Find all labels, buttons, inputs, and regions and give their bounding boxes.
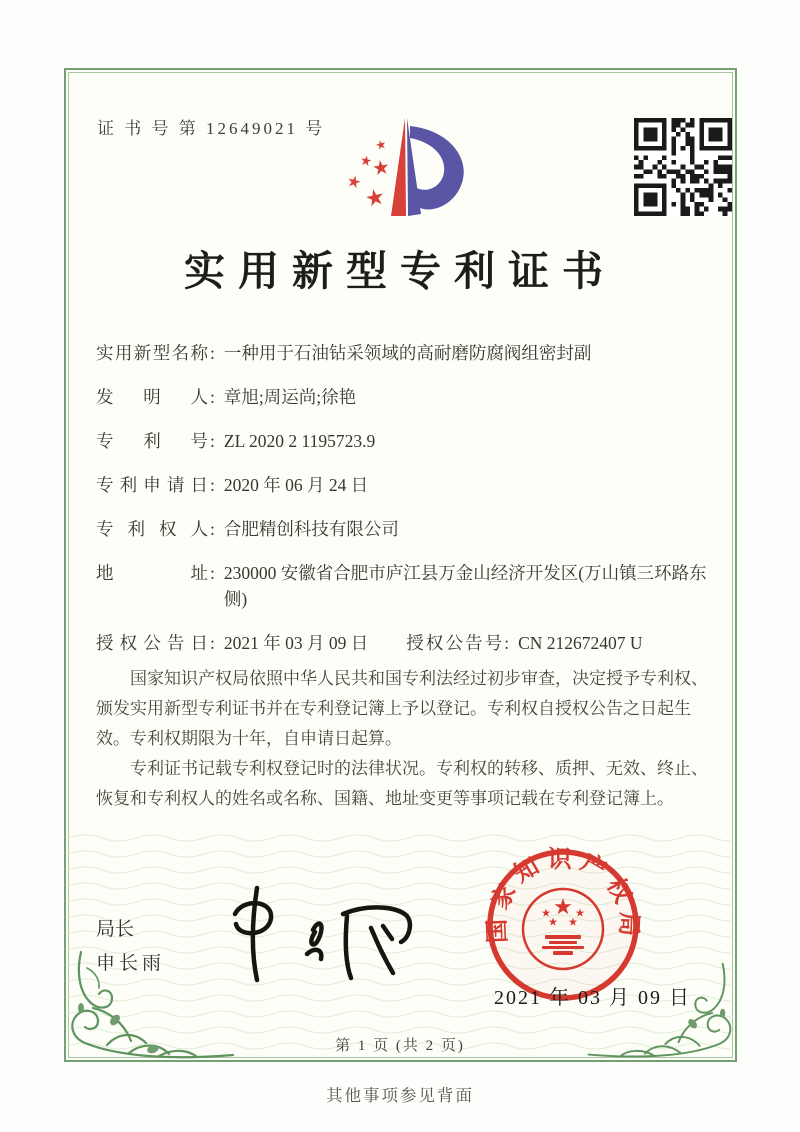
field-label: 授权公告日: [96, 633, 208, 653]
field-label: 专利权人: [96, 519, 208, 539]
director-title: 局长: [96, 919, 135, 940]
body-paragraph-1: 国家知识产权局依照中华人民共和国专利法经过初步审查，决定授予专利权、颁发实用新型专利证书并在专利登记簿上予以登记。专利权自授权公告之日起生效。专利权期限为十年，自申请日起算。: [96, 669, 708, 748]
qr-code: [634, 118, 732, 216]
field-colon: :: [210, 387, 215, 407]
field-row-patentee: [96, 516, 710, 542]
back-note: 其他事项参见背面: [326, 1086, 474, 1105]
field-row-grant: [96, 630, 710, 656]
field-row-address: [96, 560, 710, 612]
field-label: 授权公告号: [406, 633, 503, 653]
statutory-text: [96, 664, 708, 814]
field-label: 地址: [96, 563, 208, 583]
field-value: ZL 2020 2 1195723.9: [223, 431, 376, 451]
field-row-inventors: [96, 384, 710, 410]
field-value: 章旭;周运尚;徐艳: [223, 387, 357, 407]
field-row-patent-number: [96, 428, 710, 454]
director-name: 申长雨: [96, 953, 166, 974]
field-colon: :: [210, 431, 215, 451]
field-label: 专利号: [96, 431, 208, 451]
field-value: 合肥精创科技有限公司: [223, 519, 399, 539]
signature-handwritten-icon: [215, 880, 415, 985]
field-colon: :: [210, 519, 215, 539]
field-colon: :: [504, 633, 510, 653]
field-row-utility-model-name: [96, 340, 710, 366]
certificate-number: 证 书 号 第 12649021 号: [97, 119, 326, 138]
field-colon: :: [210, 633, 215, 653]
field-colon: :: [210, 475, 215, 495]
seal-ring-text: 国家知识产权局: [484, 846, 642, 944]
field-label: 实用新型名称: [96, 343, 208, 363]
field-value: 2021 年 03 月 09 日: [223, 633, 369, 653]
field-row-grant-number: [406, 630, 642, 656]
field-colon: :: [210, 563, 215, 583]
seal-date: 2021 年 03 月 09 日: [494, 987, 691, 1009]
field-value: 230000 安徽省合肥市庐江县万金山经济开发区(万山镇三环路东侧): [223, 563, 707, 609]
field-value: 2020 年 06 月 24 日: [223, 475, 369, 495]
field-colon: :: [210, 343, 215, 363]
certificate-title: 实用新型专利证书: [184, 248, 616, 294]
page-footer: 第 1 页 (共 2 页): [335, 1038, 465, 1054]
field-value: 一种用于石油钻采领域的高耐磨防腐阀组密封副: [223, 343, 592, 363]
field-label: 专利申请日: [96, 475, 208, 495]
field-list: [96, 340, 710, 674]
field-label: 发明人: [96, 387, 208, 407]
body-paragraph-2: 专利证书记载专利权登记时的法律状况。专利权的转移、质押、无效、终止、恢复和专利权人的姓名或名称、国籍、地址变更等事项记载在专利登记簿上。: [96, 759, 708, 808]
cnipa-logo-icon: [330, 112, 480, 230]
field-value: CN 212672407 U: [518, 633, 643, 653]
field-row-filing-date: [96, 472, 710, 498]
